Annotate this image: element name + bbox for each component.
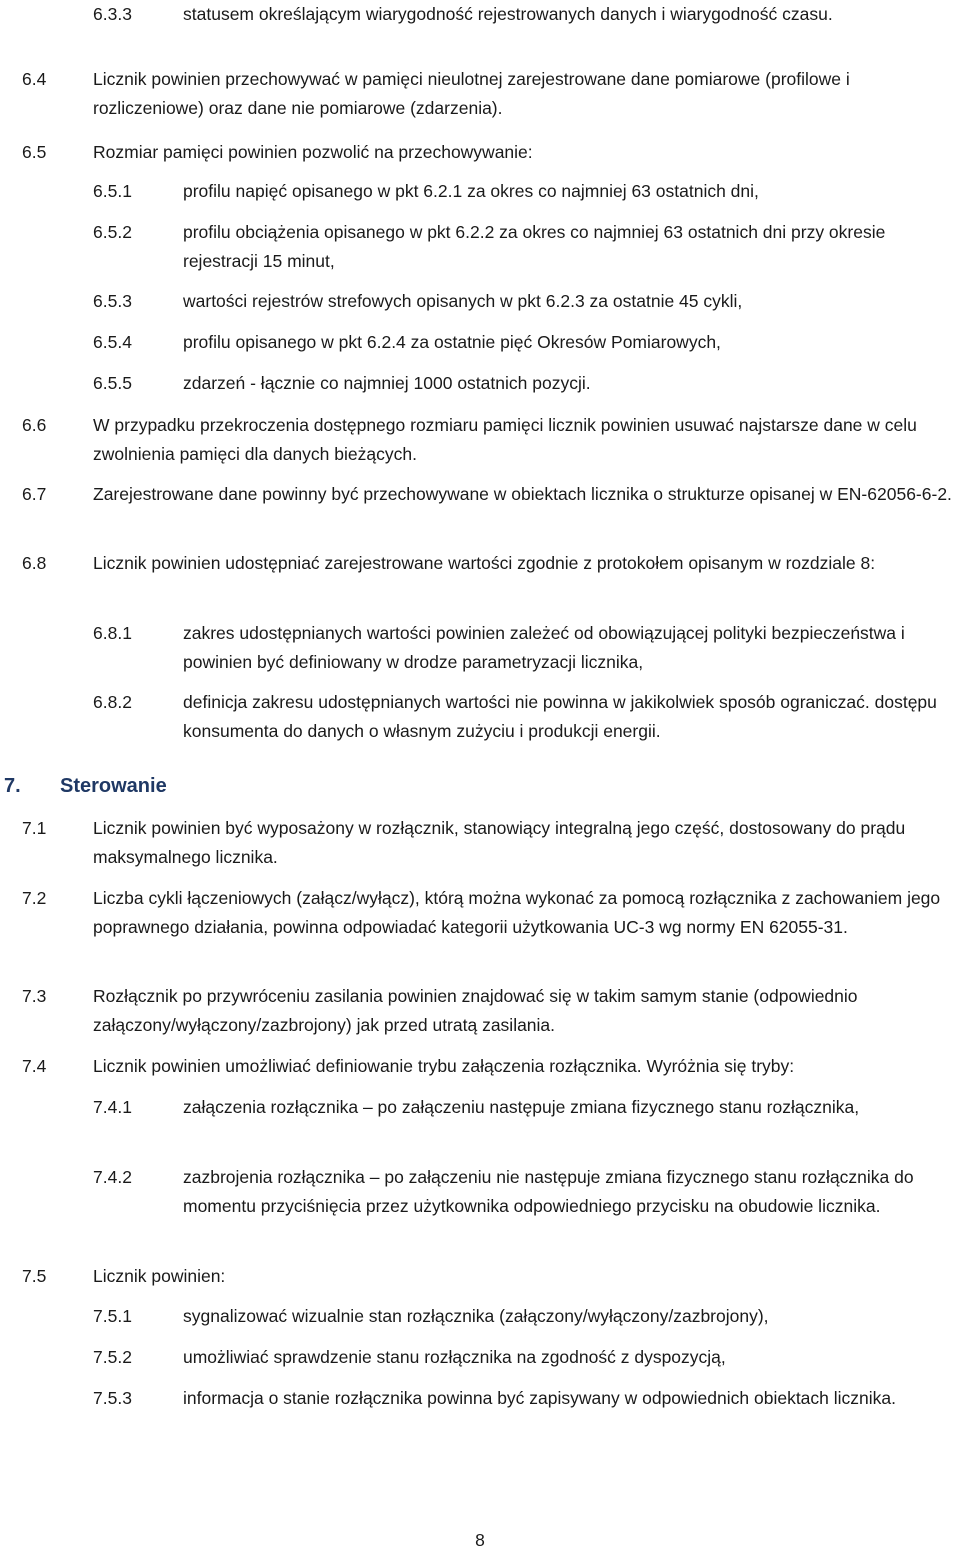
clause-text: profilu opisanego w pkt 6.2.4 za ostatnie pięć Okresów Pomiarowych,	[183, 332, 721, 352]
clause-number: 6.5	[22, 142, 47, 162]
clause-number: 6.4	[22, 69, 47, 89]
clause-text: sygnalizować wizualnie stan rozłącznika (załączony/wyłączony/zazbrojony),	[183, 1306, 769, 1326]
clause-number: 7.5.1	[93, 1306, 132, 1326]
clause-number: 7.1	[22, 818, 47, 838]
clause-number: 7.5.3	[93, 1388, 132, 1408]
clause-number: 6.5.3	[93, 291, 132, 311]
section-number: 7.	[4, 775, 21, 797]
clause-number: 7.4	[22, 1056, 47, 1076]
clause-text: wartości rejestrów strefowych opisanych w pkt 6.2.3 za ostatnie 45 cykli,	[183, 291, 743, 311]
clause-text: Rozłącznik po przywróceniu zasilania powinien znajdować się w takim samym stanie (odpowiednio załączony/wyłączony/zazbrojony) jak przed utratą zasilania.	[93, 986, 858, 1035]
clause-text: Licznik powinien udostępniać zarejestrowane wartości zgodnie z protokołem opisanym w rozdziale 8:	[93, 553, 876, 573]
clause-number: 7.2	[22, 888, 47, 908]
clause-number: 6.3.3	[93, 4, 132, 24]
clause-text: statusem określającym wiarygodność rejestrowanych danych i wiarygodność czasu.	[183, 4, 833, 24]
clause-text: W przypadku przekroczenia dostępnego rozmiaru pamięci licznik powinien usuwać najstarsze dane w celu zwolnienia pamięci dla danych bieżących.	[93, 415, 917, 464]
section-heading	[4, 772, 167, 801]
clause-text: zakres udostępnianych wartości powinien zależeć od obowiązującej polityki bezpieczeństwa i powinien być definiowany w drodze parametryzacji licznika,	[183, 623, 905, 672]
section-title: Sterowanie	[60, 775, 167, 797]
page-number: 8	[475, 1530, 485, 1550]
clause-number: 7.4.1	[93, 1097, 132, 1117]
clause-text: zazbrojenia rozłącznika – po załączeniu nie następuje zmiana fizycznego stanu rozłącznika do momentu przyciśnięcia przez użytkownika odpowiedniego przycisku na obudowie licznika.	[183, 1167, 914, 1216]
clause-text: Licznik powinien:	[93, 1266, 226, 1286]
clause-number: 6.7	[22, 484, 47, 504]
clause-number: 6.5.4	[93, 332, 132, 352]
clause-number: 6.5.1	[93, 181, 132, 201]
clause-number: 6.5.2	[93, 222, 132, 242]
clause-number: 6.6	[22, 415, 47, 435]
clause-text: Licznik powinien być wyposażony w rozłącznik, stanowiący integralną jego część, dostosowany do prądu maksymalnego licznika.	[93, 818, 906, 867]
clause-text: profilu obciążenia opisanego w pkt 6.2.2 za okres co najmniej 63 ostatnich dni przy okresie rejestracji 15 minut,	[183, 222, 886, 271]
clause-text: Licznik powinien umożliwiać definiowanie trybu załączenia rozłącznika. Wyróżnia się tryby:	[93, 1056, 795, 1076]
clause-number: 6.8.1	[93, 623, 132, 643]
clause-number: 6.8	[22, 553, 47, 573]
clause-text: informacja o stanie rozłącznika powinna być zapisywany w odpowiednich obiektach licznika.	[183, 1388, 897, 1408]
clause-text: załączenia rozłącznika – po załączeniu następuje zmiana fizycznego stanu rozłącznika,	[183, 1097, 860, 1117]
clause-text: umożliwiać sprawdzenie stanu rozłącznika na zgodność z dyspozycją,	[183, 1347, 726, 1367]
clause-text: Zarejestrowane dane powinny być przechowywane w obiektach licznika o strukturze opisanej w EN-62056-6-2.	[93, 484, 952, 504]
clause-text: Licznik powinien przechowywać w pamięci nieulotnej zarejestrowane dane pomiarowe (profilowe i rozliczeniowe) oraz dane nie pomiarowe (zdarzenia).	[93, 69, 850, 118]
clause-number: 7.4.2	[93, 1167, 132, 1187]
clause-text: definicja zakresu udostępnianych wartości nie powinna w jakikolwiek sposób ograniczać. dostępu konsumenta do danych o własnym zużyciu i produkcji energii.	[183, 692, 937, 741]
clause-text: Liczba cykli łączeniowych (załącz/wyłącz), którą można wykonać za pomocą rozłącznika z zachowaniem jego poprawnego działania, powinna odpowiadać kategorii użytkowania UC-3 wg normy EN 62055-31.	[93, 888, 941, 937]
clause-number: 6.8.2	[93, 692, 132, 712]
clause-text: zdarzeń - łącznie co najmniej 1000 ostatnich pozycji.	[183, 373, 591, 393]
clause-number: 7.5.2	[93, 1347, 132, 1367]
clause-number: 7.3	[22, 986, 47, 1006]
clause-text: Rozmiar pamięci powinien pozwolić na przechowywanie:	[93, 142, 533, 162]
clause-number: 7.5	[22, 1266, 47, 1286]
clause-text: profilu napięć opisanego w pkt 6.2.1 za okres co najmniej 63 ostatnich dni,	[183, 181, 759, 201]
clause-number: 6.5.5	[93, 373, 132, 393]
